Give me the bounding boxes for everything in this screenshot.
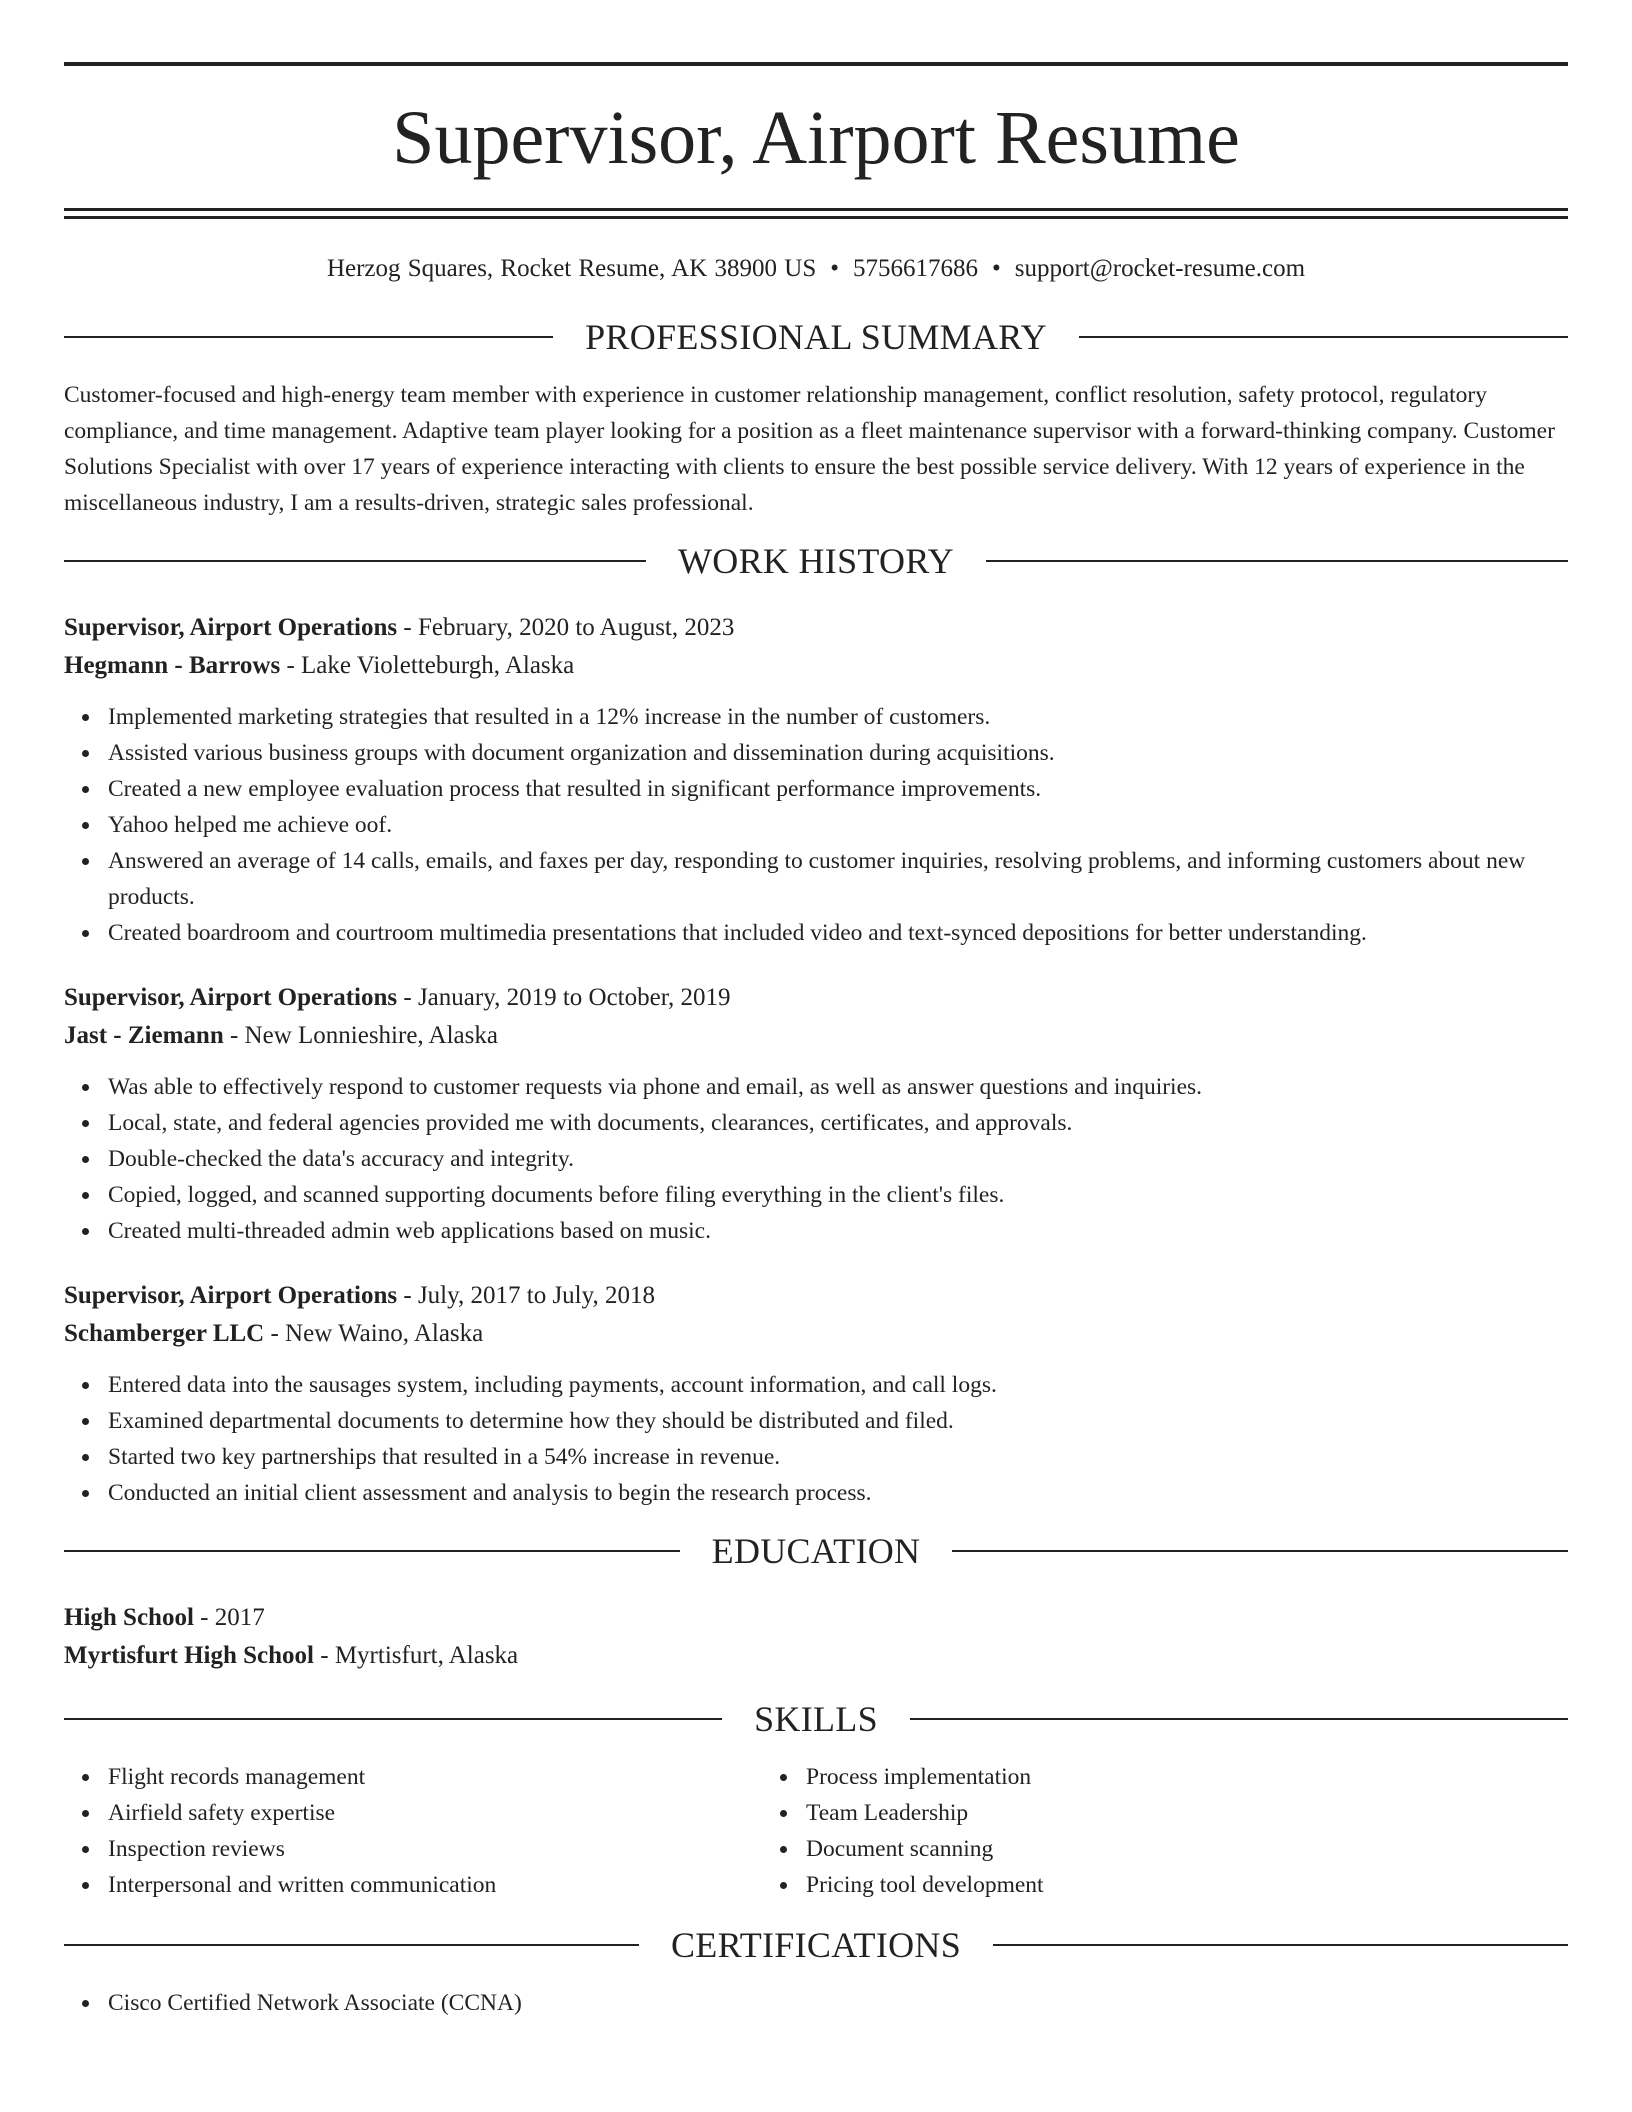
job-title-line [64,979,1568,1017]
job-company-line [64,647,1568,685]
job-bullet: Conducted an initial client assessment and analysis to begin the research process. [108,1475,1568,1511]
education-entry [64,1599,1568,1675]
summary-paragraph: Customer-focused and high-energy team member with experience in customer relationship management, conflict resolution, safety protocol, regulatory compliance, and time management. Adaptive team player looking for a position as a fleet maintenance supervisor with a forward-thinking company. Customer Solutions Specialist with over 17 years of experience interacting with clients to ensure the best possible service delivery. With 12 years of experience in the miscellaneous industry, I am a results-driven, strategic sales professional. [64,382,1555,516]
skills-column-left [64,1759,762,1903]
skill-item: Process implementation [806,1759,1568,1795]
job-title: Supervisor, Airport Operations [64,1282,398,1309]
job-bullet: Created a new employee evaluation process that resulted in significant performance improvements. [108,771,1568,807]
section-title-skills: SKILLS [754,1699,878,1739]
section-title-work: WORK HISTORY [678,541,954,581]
job-entry [64,1277,1568,1511]
education-year: - 2017 [193,1604,265,1631]
section-rule-right [993,1944,1568,1946]
section-title-education: EDUCATION [711,1531,921,1571]
job-dates: - February, 2020 to August, 2023 [397,614,735,641]
certifications-list [64,1985,1568,2021]
header-double-rule [64,208,1568,219]
skill-item: Inspection reviews [108,1831,762,1867]
job-location: - Lake Violetteburgh, Alaska [280,652,575,679]
section-rule-right [986,560,1568,562]
skill-item: Flight records management [108,1759,762,1795]
skill-item: Interpersonal and written communication [108,1867,762,1903]
job-bullet: Implemented marketing strategies that resulted in a 12% increase in the number of customers. [108,699,1568,735]
contact-phone[interactable]: 5756617686 [852,255,978,282]
job-company-line [64,1315,1568,1353]
work-history-list [64,609,1568,1511]
job-bullet-list [64,699,1568,951]
job-title: Supervisor, Airport Operations [64,614,398,641]
section-header-certifications [64,1927,1568,1963]
contact-separator: • [991,255,1001,282]
section-title-summary: PROFESSIONAL SUMMARY [585,317,1047,357]
section-header-summary [64,319,1568,355]
section-rule-left [64,1718,722,1720]
skills-column-right [762,1759,1568,1903]
job-bullet-list [64,1069,1568,1249]
job-bullet: Copied, logged, and scanned supporting documents before filing everything in the client's files. [108,1177,1568,1213]
header-top-rule [64,62,1568,66]
section-rule-left [64,336,553,338]
job-entry [64,979,1568,1249]
section-header-education [64,1533,1568,1569]
education-school: Myrtisfurt High School [64,1642,314,1669]
job-title: Supervisor, Airport Operations [64,984,398,1011]
job-title-line [64,1277,1568,1315]
job-bullet-list [64,1367,1568,1511]
job-bullet: Assisted various business groups with document organization and dissemination during acquisitions. [108,735,1568,771]
job-location: - New Lonnieshire, Alaska [223,1022,498,1049]
job-bullet: Started two key partnerships that resulted in a 54% increase in revenue. [108,1439,1568,1475]
skill-item: Pricing tool development [806,1867,1568,1903]
job-location: - New Waino, Alaska [264,1320,484,1347]
section-rule-right [910,1718,1568,1720]
skill-item: Airfield safety expertise [108,1795,762,1831]
education-degree: High School [64,1604,194,1631]
resume-title: Supervisor, Airport Resume [392,96,1240,180]
job-bullet: Answered an average of 14 calls, emails, and faxes per day, responding to customer inquiries, resolving problems, and informing customers about new products. [108,843,1568,915]
section-rule-right [952,1550,1568,1552]
job-company: Schamberger LLC [64,1320,265,1347]
section-rule-right [1079,336,1568,338]
job-bullet: Yahoo helped me achieve oof. [108,807,1568,843]
skill-item: Document scanning [806,1831,1568,1867]
job-bullet: Examined departmental documents to determine how they should be distributed and filed. [108,1403,1568,1439]
job-bullet: Was able to effectively respond to customer requests via phone and email, as well as answer questions and inquiries. [108,1069,1568,1105]
job-bullet: Created boardroom and courtroom multimedia presentations that included video and text-synced depositions for better understanding. [108,915,1568,951]
education-location: - Myrtisfurt, Alaska [314,1642,519,1669]
section-rule-left [64,1944,639,1946]
contact-email[interactable]: support@rocket-resume.com [1014,255,1306,282]
job-dates: - January, 2019 to October, 2019 [397,984,731,1011]
skill-item: Team Leadership [806,1795,1568,1831]
education-school-line [64,1637,1568,1675]
certification-item: Cisco Certified Network Associate (CCNA) [108,1985,1568,2021]
certifications-bullets [64,1985,1568,2021]
job-title-line [64,609,1568,647]
skills-grid [64,1759,1568,1903]
contact-line [64,256,1568,281]
section-title-certifications: CERTIFICATIONS [670,1925,962,1965]
education-degree-line [64,1599,1568,1637]
job-company-line [64,1017,1568,1055]
section-header-skills [64,1701,1568,1737]
job-entry [64,609,1568,951]
job-company: Hegmann - Barrows [64,652,281,679]
job-dates: - July, 2017 to July, 2018 [397,1282,655,1309]
job-bullet: Created multi-threaded admin web applications based on music. [108,1213,1568,1249]
section-rule-left [64,1550,680,1552]
contact-separator: • [830,255,839,282]
job-company: Jast - Ziemann [64,1022,224,1049]
section-header-work [64,543,1568,579]
job-bullet: Entered data into the sausages system, including payments, account information, and call logs. [108,1367,1568,1403]
section-rule-left [64,560,646,562]
contact-address: Herzog Squares, Rocket Resume, AK 38900 US [326,255,817,282]
job-bullet: Local, state, and federal agencies provided me with documents, clearances, certificates, and approvals. [108,1105,1568,1141]
job-bullet: Double-checked the data's accuracy and integrity. [108,1141,1568,1177]
